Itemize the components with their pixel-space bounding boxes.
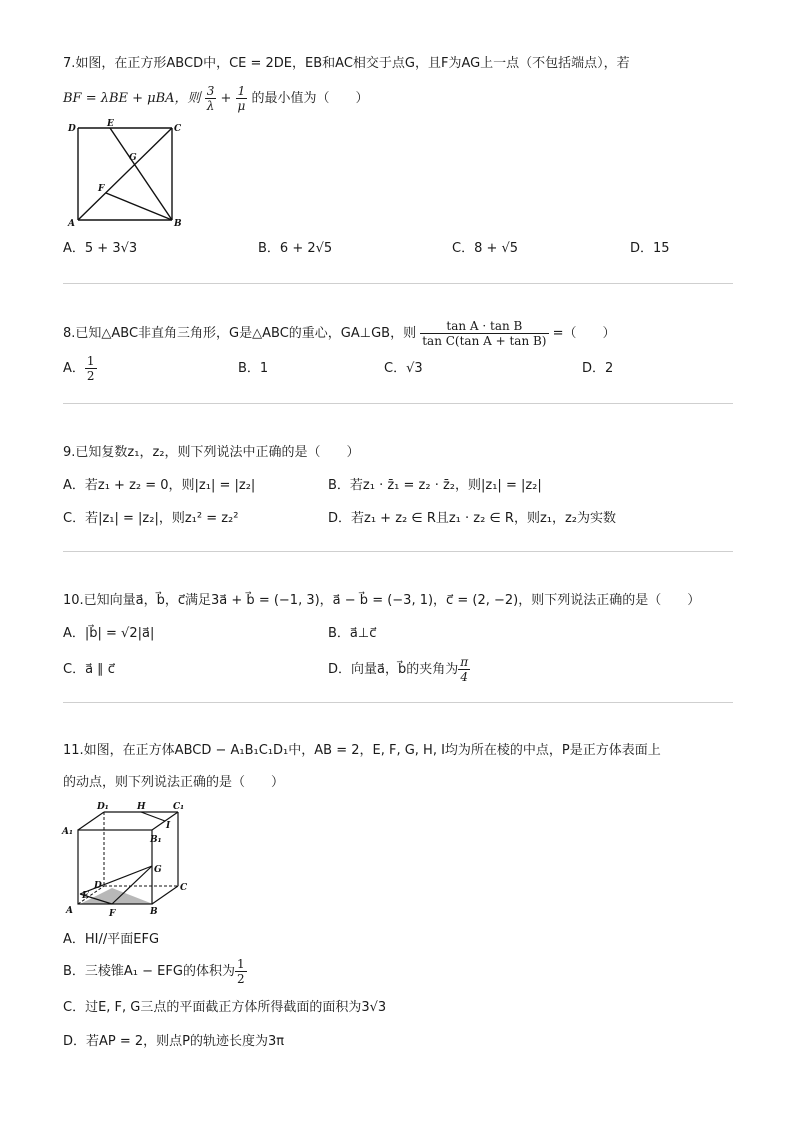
q11-stem-line2: 的动点，则下列说法正确的是（ ） — [63, 775, 285, 790]
q7-label-B: B — [174, 219, 182, 229]
q7-fraction-1-mu: $\frac{1}{\mu}$ — [237, 84, 246, 113]
q11-option-b[interactable]: B．三棱锥A₁ − EFG的体积为 $\frac{1}{2}$ — [63, 957, 245, 986]
q11-label-D1: D₁ — [97, 802, 109, 812]
q7-vector-expression: BF = λBE + μBA，则 — [63, 91, 201, 106]
q7-stem-tail: 的最小值为（ ） — [251, 91, 369, 106]
q9-option-d[interactable]: D．若z₁ + z₂ ∈ R且z₁ · z₂ ∈ R，则z₁，z₂为实数 — [328, 511, 617, 526]
q7-label-C: C — [174, 124, 182, 134]
q7-label-F: F — [98, 184, 105, 194]
q11-label-B1: B₁ — [150, 835, 162, 845]
q11-label-H: H — [137, 802, 146, 812]
q11-label-A1: A₁ — [62, 827, 73, 837]
separator — [63, 551, 733, 552]
q8-option-a[interactable]: A． $\frac{1}{2}$ — [63, 354, 95, 383]
q11-label-C: C — [180, 883, 188, 893]
q8-stem-tail: =（ ） — [552, 326, 616, 341]
q11-label-C1: C₁ — [173, 802, 185, 812]
separator — [63, 702, 733, 703]
q11-option-c[interactable]: C．过E, F, G三点的平面截正方体所得截面的面积为3√3 — [63, 1000, 387, 1015]
q10-option-c[interactable]: C．a⃗ ∥ c⃗ — [63, 662, 115, 677]
q7-label-G: G — [129, 153, 137, 163]
q7-label-D: D — [68, 124, 76, 134]
q7-stem-line2: BF = λBE + μBA，则 $\frac{3}{\lambda}$ + $\frac{1}{\mu}$ 的最小值为（ ） — [63, 84, 369, 113]
q11-label-G: G — [154, 865, 162, 875]
q10-option-b[interactable]: B．a⃗⊥c⃗ — [328, 626, 377, 641]
q8-tangent-fraction: $\frac{\text{tan A · tan B}}{\text{tan C(tan A + tan B)}}$ — [422, 319, 547, 348]
q11-label-D: D — [94, 881, 102, 891]
q7-fraction-3-lambda: $\frac{3}{\lambda}$ — [206, 84, 215, 113]
q11-label-I: I — [166, 821, 171, 831]
q7-label-E: E — [107, 119, 114, 129]
q7-square-figure — [62, 118, 188, 230]
q8-stem-text: 8.已知△ABC非直角三角形，G是△ABC的重心，GA⊥GB，则 — [63, 326, 417, 341]
q7-label-A: A — [68, 219, 75, 229]
q9-option-a[interactable]: A．若z₁ + z₂ = 0，则|z₁| = |z₂| — [63, 478, 256, 493]
q8-option-d[interactable]: D．2 — [582, 361, 614, 376]
q11-label-B: B — [150, 907, 158, 917]
q7-option-d[interactable]: D．15 — [630, 241, 670, 256]
q8-option-b[interactable]: B．1 — [238, 361, 269, 376]
q7-option-c[interactable]: C．8 + √5 — [452, 241, 519, 256]
q7-stem-line1: 7.如图，在正方形ABCD中，CE = 2DE，EB和AC相交于点G，且F为AG上一点（不包括端点），若 — [63, 56, 630, 71]
q8-option-c[interactable]: C．√3 — [384, 361, 423, 376]
separator — [63, 403, 733, 404]
q9-option-c[interactable]: C．若|z₁| = |z₂|，则z₁² = z₂² — [63, 511, 239, 526]
q10-option-a[interactable]: A．|b⃗| = √2|a⃗| — [63, 626, 155, 641]
separator — [63, 283, 733, 284]
q8-stem — [63, 316, 616, 352]
q11-cube-figure — [60, 798, 194, 920]
q10-option-d[interactable]: D．向量a⃗，b⃗的夹角为 $\frac{\pi}{4}$ — [328, 655, 469, 684]
q7-option-b[interactable]: B．6 + 2√5 — [258, 241, 333, 256]
q7-option-a[interactable]: A．5 + 3√3 — [63, 241, 138, 256]
q11-option-a[interactable]: A．HI//平面EFG — [63, 932, 160, 947]
q11-label-A: A — [66, 906, 73, 916]
q11-label-E: E — [82, 891, 89, 901]
q11-label-F: F — [109, 909, 116, 919]
q11-option-d[interactable]: D．若AP = 2，则点P的轨迹长度为3π — [63, 1034, 285, 1049]
q11-stem-line1: 11.如图，在正方体ABCD − A₁B₁C₁D₁中，AB = 2，E, F, G, H, I均为所在棱的中点，P是正方体表面上 — [63, 743, 661, 758]
q10-stem: 10.已知向量a⃗，b⃗，c⃗满足3a⃗ + b⃗ = (−1, 3)，a⃗ − b⃗ = (−3, 1)，c⃗ = (2, −2)，则下列说法正确的是（ ） — [63, 593, 701, 608]
q9-option-b[interactable]: B．若z₁ · z̄₁ = z₂ · z̄₂，则|z₁| = |z₂| — [328, 478, 542, 493]
q9-stem: 9.已知复数z₁，z₂，则下列说法中正确的是（ ） — [63, 445, 360, 460]
